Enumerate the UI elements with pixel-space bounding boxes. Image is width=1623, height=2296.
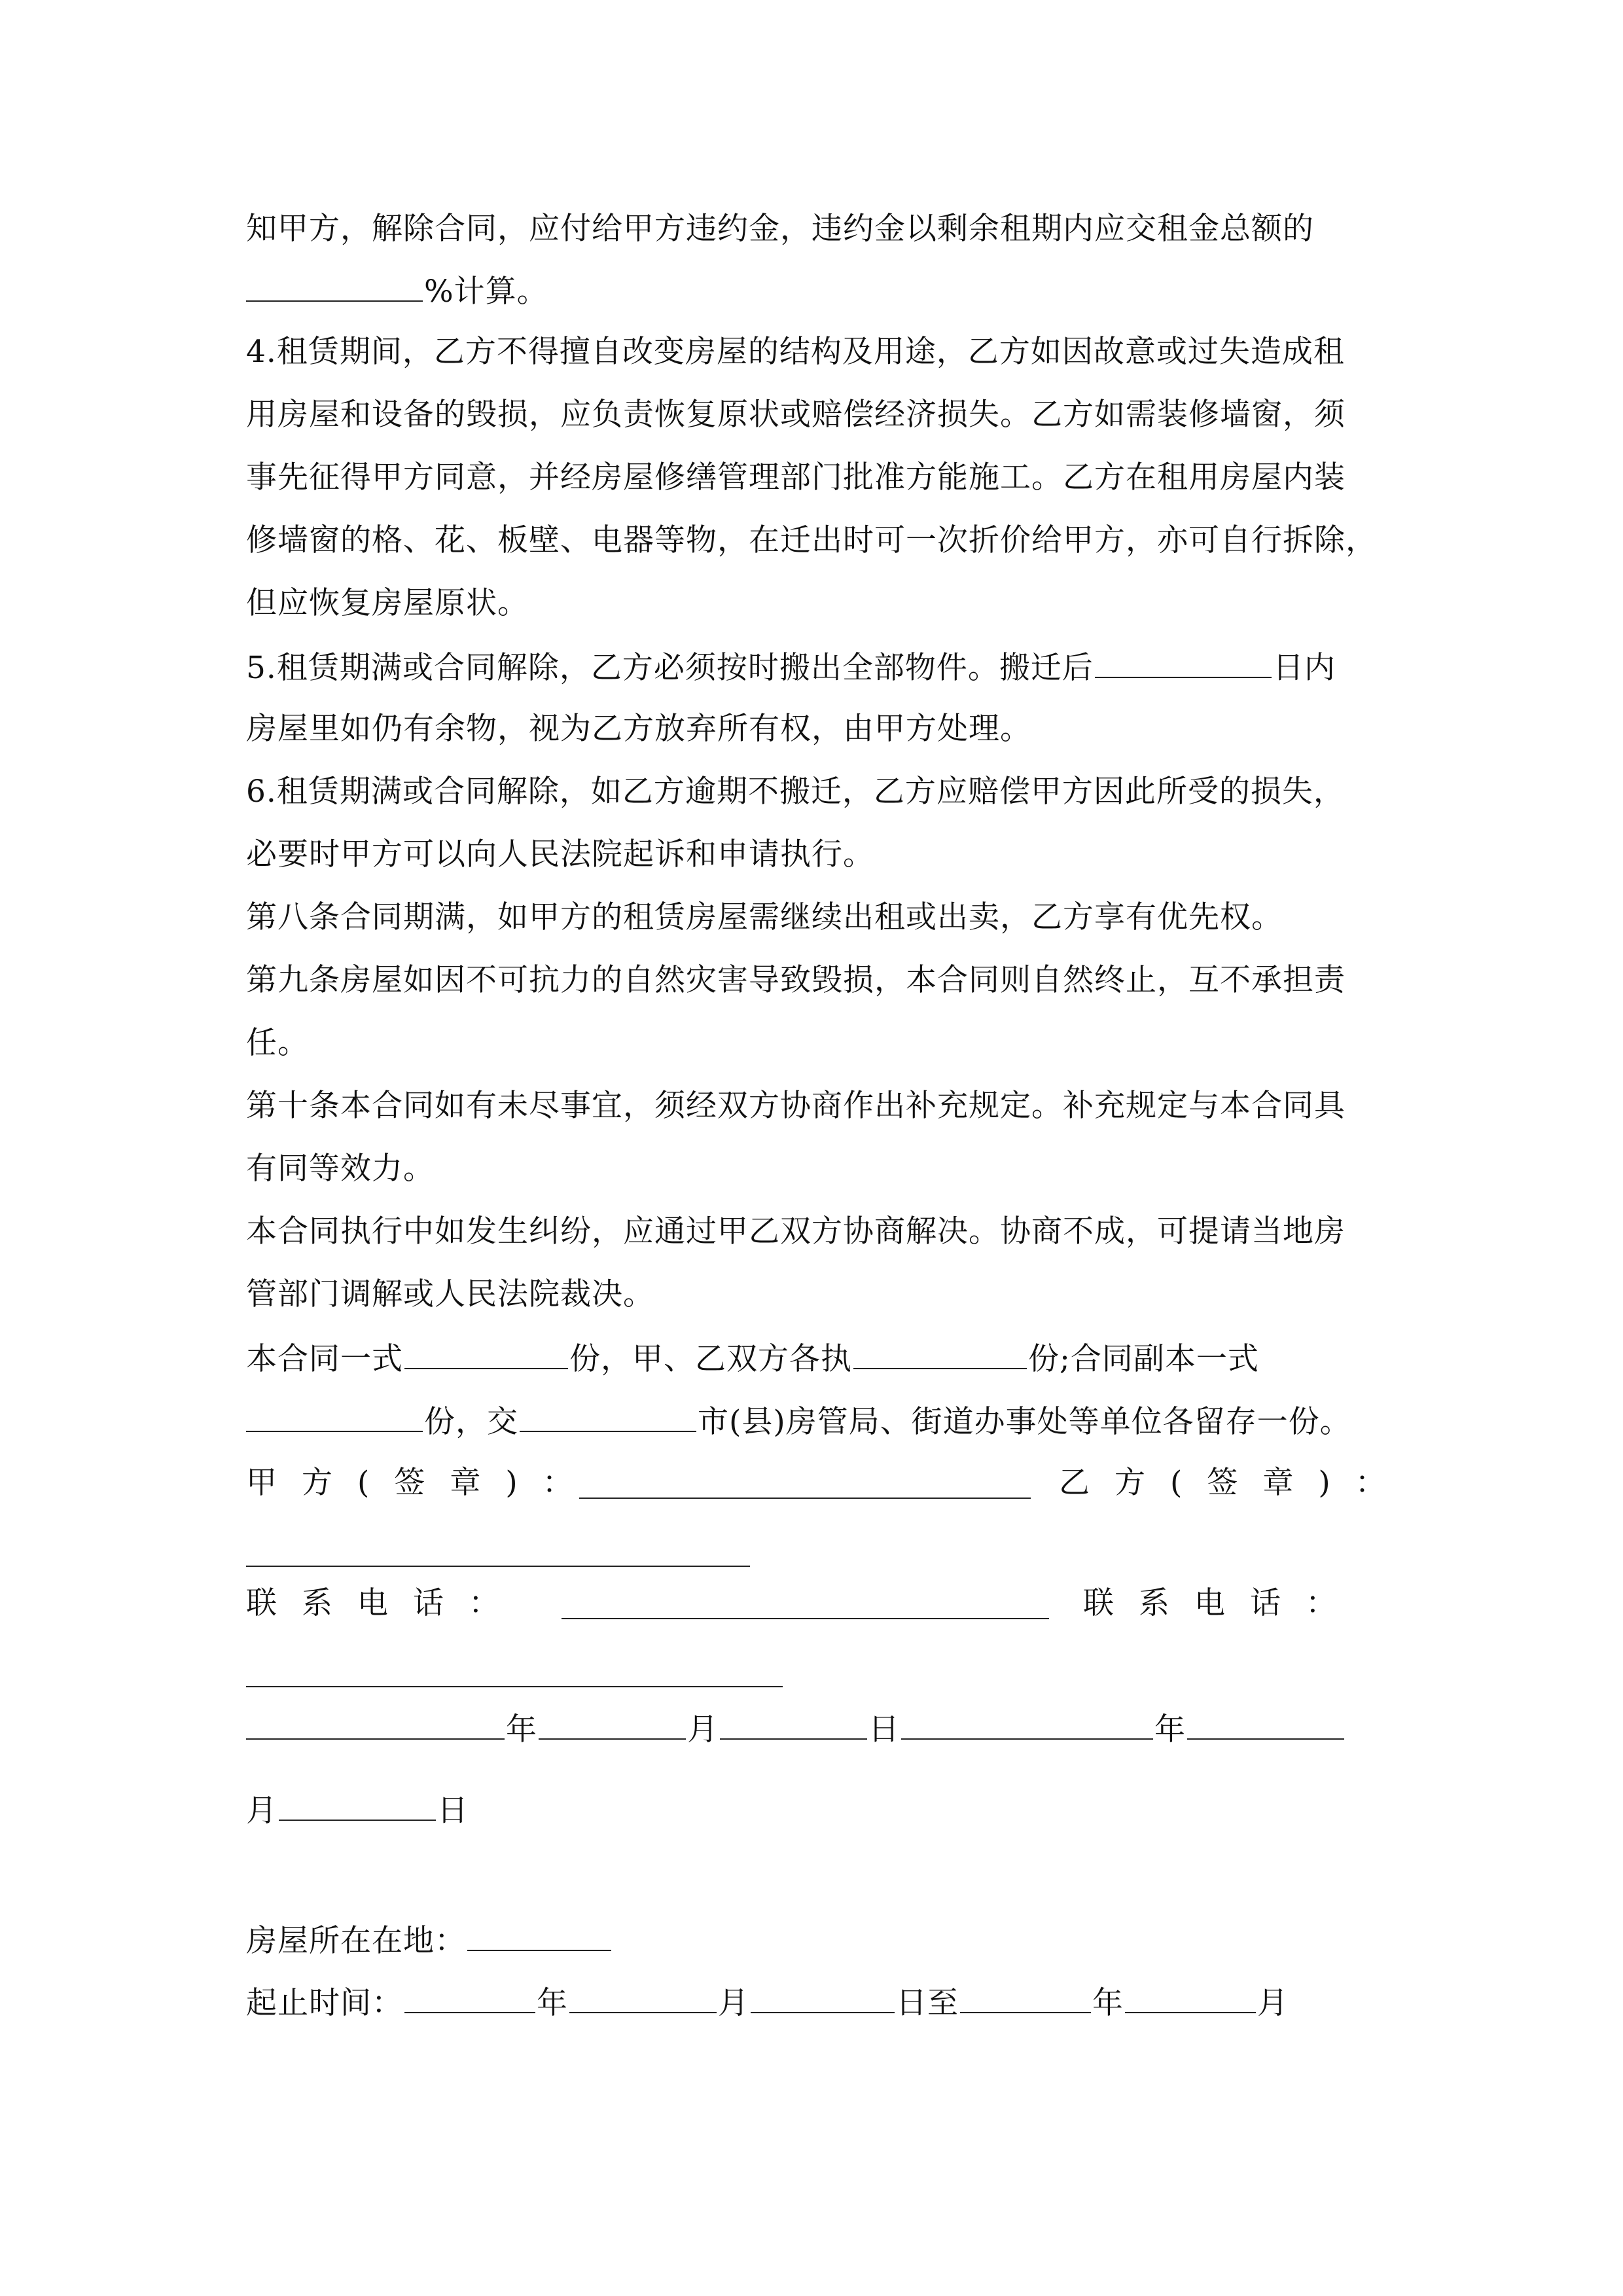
text-line <box>1083 1584 1361 1623</box>
copies-text: 本合同一式 <box>246 1341 403 1377</box>
year-label: 年 <box>506 1712 537 1748</box>
day-label: 日 <box>437 1793 469 1829</box>
copies-text: 份，交 <box>424 1404 518 1440</box>
copies-each-blank[interactable] <box>853 1338 1027 1369</box>
day-blank[interactable] <box>751 1982 895 2013</box>
text-line <box>246 395 1346 435</box>
party-a-phone-label: 联系电话： <box>246 1585 524 1621</box>
paragraph-text: 修墙窗的格、花、板壁、电器等物，在迁出时可一次折价给甲方，亦可自行拆除， <box>246 522 1377 558</box>
duplicate-copies-blank[interactable] <box>246 1401 423 1432</box>
text-line <box>246 270 548 310</box>
copies-text: 份，甲、乙双方各执 <box>569 1341 852 1377</box>
year-label: 年 <box>1154 1712 1186 1748</box>
lease-period-line <box>246 1982 1289 2021</box>
month-blank[interactable] <box>1187 1708 1344 1740</box>
clause-5-text: 5.租赁期满或合同解除，乙方必须按时搬出全部物件。搬迁后 <box>246 650 1094 686</box>
signing-date-line <box>246 1708 1346 1748</box>
month-label: 月 <box>718 1985 749 2021</box>
paragraph-text: 任。 <box>246 1025 309 1061</box>
text-line <box>246 1338 1259 1377</box>
paragraph-text: 必要时甲方可以向人民法院起诉和申请执行。 <box>246 836 874 872</box>
city-blank[interactable] <box>520 1401 696 1432</box>
text-line <box>246 332 1345 372</box>
clause-6-text: 6.租赁期满或合同解除，如乙方逾期不搬迁，乙方应赔偿甲方因此所受的损失， <box>246 774 1345 810</box>
dispute-text: 本合同执行中如发生纠纷，应通过甲乙双方协商解决。协商不成，可提请当地房 <box>246 1213 1346 1249</box>
paragraph-text: 有同等效力。 <box>246 1151 435 1187</box>
year-blank[interactable] <box>960 1982 1091 2013</box>
article-9-text: 第九条房屋如因不可抗力的自然灾害导致毁损，本合同则自然终止，互不承担责 <box>246 962 1346 998</box>
copies-text: 份;合同副本一式 <box>1028 1341 1259 1377</box>
day-blank[interactable] <box>720 1708 867 1740</box>
paragraph-text: 日内 <box>1272 650 1336 686</box>
month-blank[interactable] <box>569 1982 717 2013</box>
month-blank[interactable] <box>1125 1982 1256 2013</box>
paragraph-text: 但应恢复房屋原状。 <box>246 585 529 621</box>
paragraph-text: 知甲方，解除合同，应付给甲方违约金，违约金以剩余租期内应交租金总额的 <box>246 211 1314 247</box>
percent-blank[interactable] <box>246 270 423 302</box>
year-label: 年 <box>1092 1985 1124 2021</box>
party-b-signature-label: 乙方(签章)： <box>1059 1465 1411 1501</box>
day-label: 日 <box>868 1712 900 1748</box>
text-line <box>246 961 1346 1000</box>
day-blank[interactable] <box>279 1789 436 1821</box>
text-line <box>246 1401 1351 1440</box>
paragraph-text: 事先征得甲方同意，并经房屋修缮管理部门批准方能施工。乙方在租用房屋内装 <box>246 459 1346 495</box>
signing-date-line <box>246 1789 469 1829</box>
text-line <box>246 1920 613 1959</box>
text-line <box>246 898 1283 937</box>
text-line <box>246 209 1314 249</box>
party-a-signature-field[interactable] <box>579 1498 1031 1499</box>
text-line <box>246 1212 1346 1251</box>
text-line <box>246 709 1031 749</box>
paragraph-text: 管部门调解或人民法院裁决。 <box>246 1276 654 1312</box>
text-line <box>246 647 1336 686</box>
copies-text: 市(县)房管局、街道办事处等单位各留存一份。 <box>698 1404 1351 1440</box>
year-blank[interactable] <box>246 1708 505 1740</box>
text-line <box>246 521 1377 560</box>
until-label: 日至 <box>896 1985 959 2021</box>
text-line <box>246 772 1345 812</box>
party-a-phone-field[interactable] <box>562 1618 1049 1619</box>
text-line <box>246 1463 598 1503</box>
month-label: 月 <box>687 1712 719 1748</box>
days-blank[interactable] <box>1095 647 1272 678</box>
month-label: 月 <box>1257 1985 1289 2021</box>
article-8-text: 第八条合同期满，如甲方的租赁房屋需继续出租或出卖，乙方享有优先权。 <box>246 899 1283 935</box>
party-b-phone-label: 联系电话： <box>1083 1585 1361 1621</box>
party-b-signature-field[interactable] <box>246 1566 750 1567</box>
property-location-blank[interactable] <box>467 1920 611 1951</box>
text-line <box>246 835 874 874</box>
paragraph-text: 房屋里如仍有余物，视为乙方放弃所有权，由甲方处理。 <box>246 711 1031 747</box>
party-b-phone-field[interactable] <box>246 1686 783 1687</box>
text-line <box>246 1086 1346 1126</box>
article-10-text: 第十条本合同如有未尽事宜，须经双方协商作出补充规定。补充规定与本合同具 <box>246 1088 1346 1124</box>
month-blank[interactable] <box>539 1708 686 1740</box>
text-line <box>246 1275 654 1314</box>
text-line <box>246 584 529 623</box>
property-location-label: 房屋所在在地： <box>246 1923 466 1959</box>
year-blank[interactable] <box>404 1982 535 2013</box>
copies-blank[interactable] <box>404 1338 568 1369</box>
text-line <box>246 1584 524 1623</box>
year-blank[interactable] <box>901 1708 1153 1740</box>
party-a-signature-label: 甲方(签章)： <box>246 1465 598 1501</box>
text-line <box>1059 1463 1411 1503</box>
paragraph-text: 用房屋和设备的毁损，应负责恢复原状或赔偿经济损失。乙方如需装修墙窗，须 <box>246 397 1346 433</box>
paragraph-text: %计算。 <box>424 274 548 310</box>
text-line <box>246 1149 435 1189</box>
text-line <box>246 1024 309 1063</box>
year-label: 年 <box>537 1985 568 2021</box>
month-label: 月 <box>246 1793 277 1829</box>
clause-4-text: 4.租赁期间，乙方不得擅自改变房屋的结构及用途，乙方如因故意或过失造成租 <box>246 334 1345 370</box>
text-line <box>246 458 1346 497</box>
lease-period-label: 起止时间： <box>246 1985 403 2021</box>
